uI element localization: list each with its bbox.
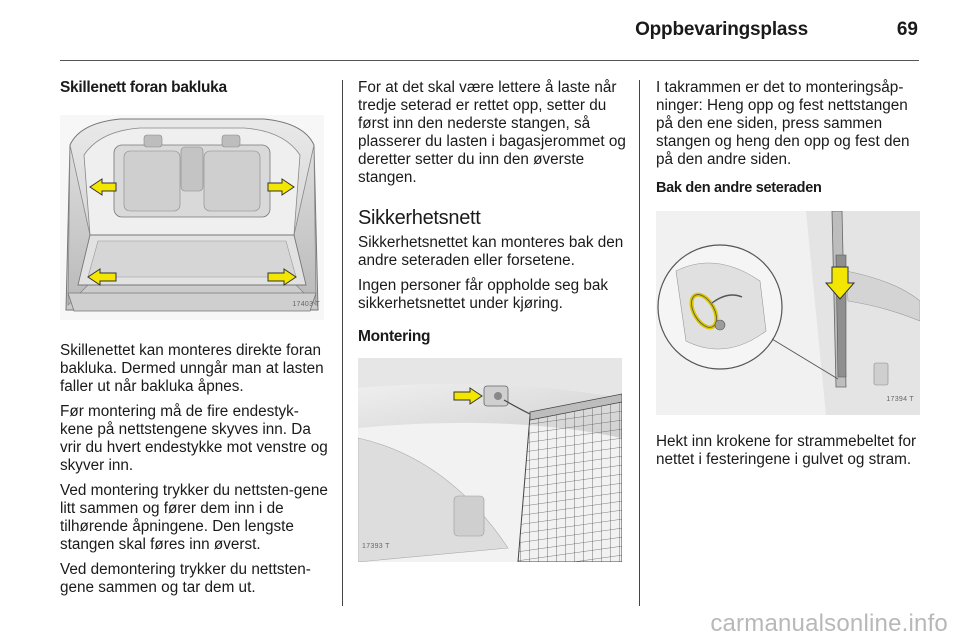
column-1 xyxy=(60,79,328,604)
paragraph: Ingen personer får oppholde seg bak sikkerhetsnettet under kjøring. xyxy=(358,277,609,312)
column-divider-2 xyxy=(639,80,640,606)
subheading-behind-second-row: Bak den andre seteraden xyxy=(656,180,822,196)
section-heading-partition-net: Skillenett foran bakluka xyxy=(60,79,227,96)
subheading-mounting: Montering xyxy=(358,328,431,345)
figure-floor-hook xyxy=(656,211,920,415)
column-3 xyxy=(656,79,922,476)
paragraph: Sikkerhetsnettet kan monteres bak den andre seteraden eller forsetene. xyxy=(358,234,624,269)
figure-code: 17393 T xyxy=(362,543,390,550)
column-divider-1 xyxy=(342,80,343,606)
column-2 xyxy=(358,79,626,562)
net-mounting-illustration xyxy=(358,358,622,562)
figure-net-mounting xyxy=(358,358,622,562)
floor-hook-illustration xyxy=(656,211,920,415)
cargo-area-illustration xyxy=(60,115,324,320)
figure-code: 17394 T xyxy=(886,396,914,403)
page-header-title: Oppbevaringsplass xyxy=(635,19,808,40)
paragraph: For at det skal være lettere å laste når tredje seterad er rettet opp, setter du først inn den nederste stangen, så plasserer du lasten i bagasjerommet og deretter setter du inn den øverste stangen. xyxy=(358,79,626,186)
paragraph: Før montering må de fire endestyk-kene på nettstengene skyves inn. Da vrir du hvert endestykke mot venstre og skyver inn. xyxy=(60,403,328,474)
page-number: 69 xyxy=(896,19,918,40)
figure-code: 17403 T xyxy=(292,301,320,308)
figure-cargo-area-arrows xyxy=(60,115,324,320)
paragraph: Skillenettet kan monteres direkte foran bakluka. Dermed unngår man at lasten faller ut når bakluka åpnes. xyxy=(60,342,324,395)
paragraph: Hekt inn krokene for strammebeltet for nettet i festeringene i gulvet og stram. xyxy=(656,433,917,468)
header-divider xyxy=(60,60,919,61)
section-heading-safety-net: Sikkerhetsnett xyxy=(358,207,481,229)
watermark: carmanualsonline.info xyxy=(710,610,948,637)
paragraph: Ved montering trykker du nettsten-gene litt sammen og fører dem inn i de tilhørende åpningene. Den lengste stangen skal føres inn øverst. xyxy=(60,482,328,553)
paragraph: I takrammen er det to monteringsåp-ninger: Heng opp og fest nettstangen på den ene siden, press sammen stangen og heng den opp og fest den på den andre siden. xyxy=(656,79,910,168)
paragraph: Ved demontering trykker du nettsten-gene sammen og tar dem ut. xyxy=(60,561,311,596)
